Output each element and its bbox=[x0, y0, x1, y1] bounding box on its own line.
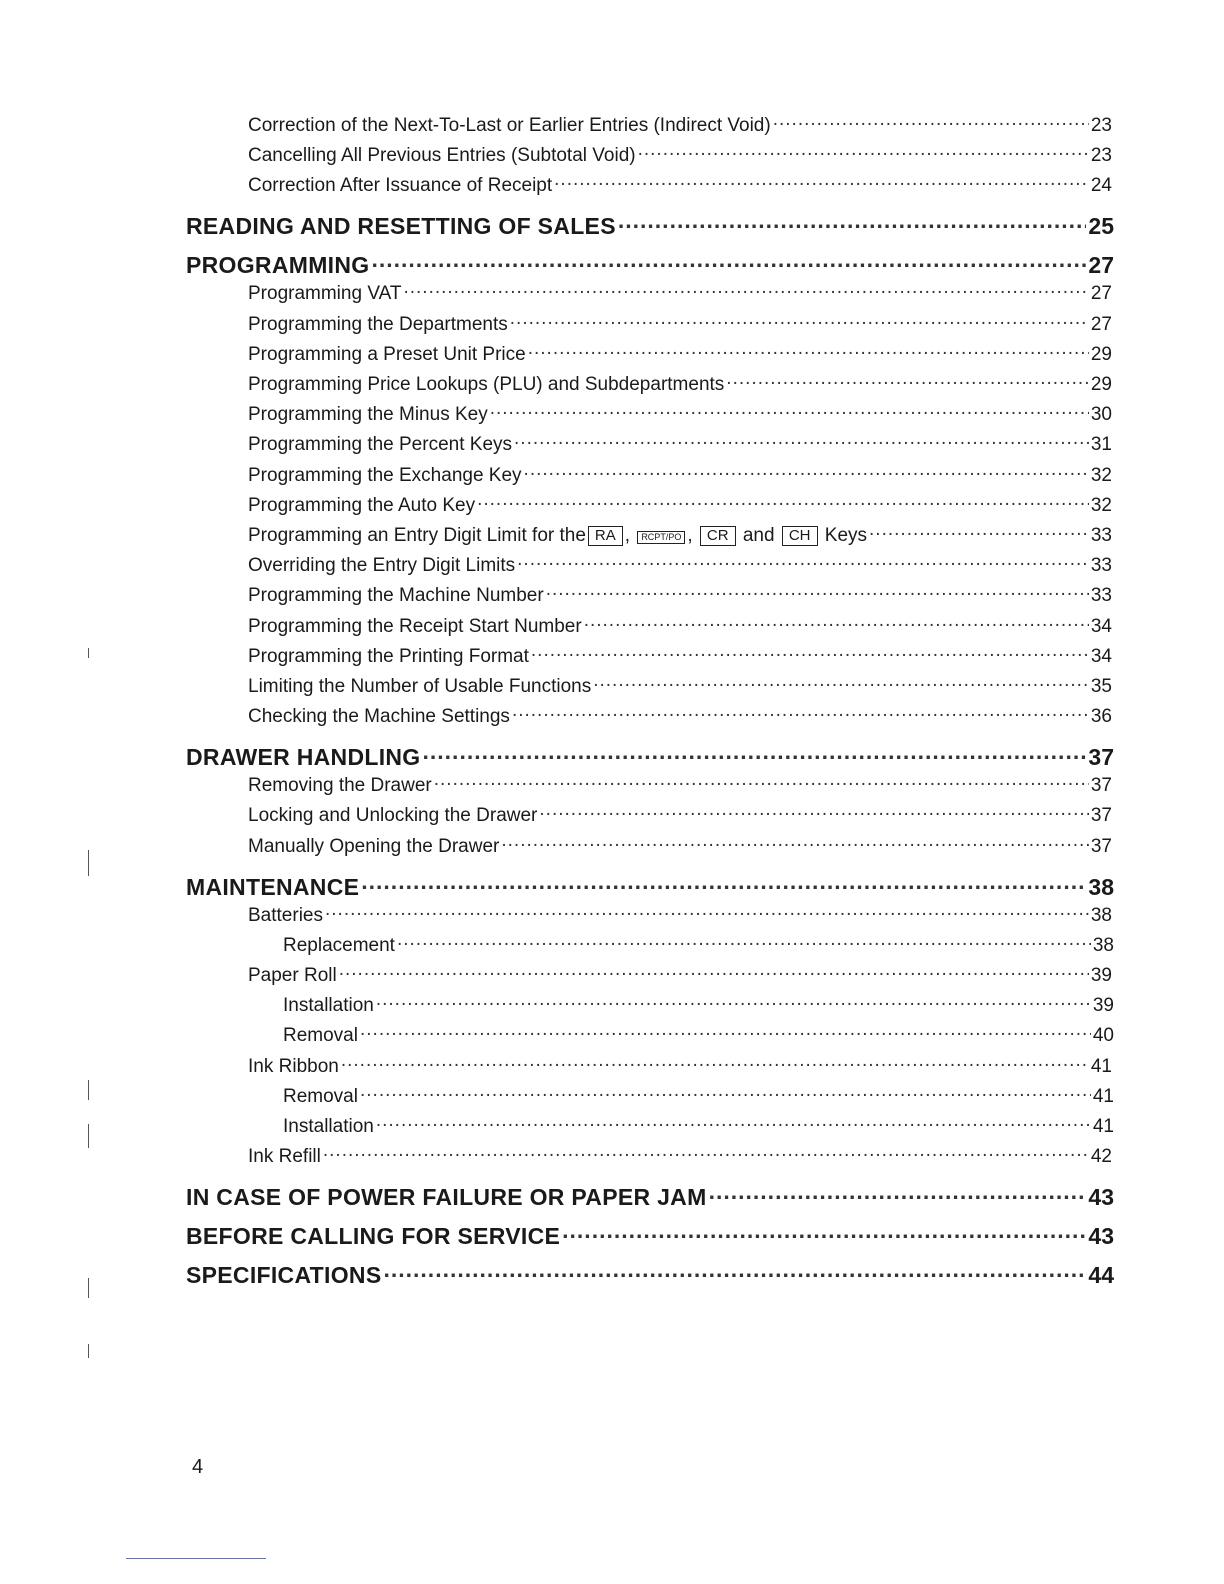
toc-entry-title: Ink Refill bbox=[248, 1146, 321, 1168]
toc-entry-title: Programming the Departments bbox=[248, 313, 508, 335]
dot-leader bbox=[726, 371, 1089, 390]
toc-entry bbox=[248, 902, 1112, 927]
dot-leader bbox=[360, 1022, 1091, 1041]
dot-leader bbox=[546, 582, 1089, 601]
toc-entry-title: READING AND RESETTING OF SALES bbox=[186, 213, 616, 240]
toc-entry bbox=[283, 1113, 1114, 1138]
toc-entry-title: Removing the Drawer bbox=[248, 775, 432, 797]
toc-entry-page: 39 bbox=[1090, 965, 1112, 986]
dot-leader bbox=[618, 211, 1087, 234]
toc-entry-page: 41 bbox=[1092, 1085, 1114, 1107]
toc-entry-title: Programming VAT bbox=[248, 283, 402, 305]
toc-entry bbox=[283, 932, 1114, 957]
toc-entry bbox=[248, 112, 1112, 137]
toc-entry-title: Manually Opening the Drawer bbox=[248, 835, 500, 857]
key-separator: , bbox=[687, 525, 693, 546]
toc-entry bbox=[248, 802, 1112, 827]
toc-entry-title: Overriding the Entry Digit Limits bbox=[248, 555, 516, 577]
toc-entry bbox=[186, 1182, 1114, 1211]
toc-entry-page: 29 bbox=[1090, 343, 1112, 365]
toc-entry-title: Checking the Machine Settings bbox=[248, 706, 510, 728]
toc-entry-title: Programming Price Lookups (PLU) and Subdepartments bbox=[248, 374, 725, 395]
toc-entry-page: 32 bbox=[1090, 494, 1112, 516]
scan-edge-mark bbox=[88, 1124, 89, 1148]
toc-entry-title: Cancelling All Previous Entries (Subtotal Void) bbox=[248, 145, 636, 167]
toc-entry-page: 29 bbox=[1090, 374, 1112, 395]
toc-entry-page: 43 bbox=[1088, 1184, 1114, 1211]
toc-entry-page: 33 bbox=[1090, 585, 1112, 607]
toc-entry bbox=[248, 962, 1112, 987]
dot-leader bbox=[434, 772, 1089, 791]
toc-entry bbox=[248, 522, 1112, 547]
toc-entry bbox=[248, 401, 1112, 426]
toc-entry-title-suffix: Keys bbox=[824, 525, 868, 546]
toc-entry-title: Ink Ribbon bbox=[248, 1055, 339, 1077]
scan-edge-mark bbox=[88, 1278, 89, 1298]
toc-entry-page: 38 bbox=[1092, 934, 1114, 956]
toc-entry-page: 27 bbox=[1090, 283, 1112, 305]
scan-edge-mark bbox=[88, 850, 89, 876]
toc-entry-page: 33 bbox=[1090, 525, 1112, 546]
toc-entry bbox=[186, 872, 1114, 901]
toc-entry-title: Programming the Machine Number bbox=[248, 585, 544, 607]
toc-entry-title: Batteries bbox=[248, 904, 323, 926]
toc-entry-page: 33 bbox=[1090, 555, 1112, 577]
toc-entry bbox=[248, 492, 1112, 517]
toc-entry-page: 27 bbox=[1088, 252, 1114, 279]
toc-entry-title: Programming the Auto Key bbox=[248, 494, 476, 516]
toc-entry-page: 32 bbox=[1090, 464, 1112, 486]
toc-entry bbox=[248, 462, 1112, 487]
toc-entry-title: MAINTENANCE bbox=[186, 873, 360, 900]
toc-entry-title: Programming the Receipt Start Number bbox=[248, 615, 582, 637]
dot-leader bbox=[524, 462, 1089, 481]
toc-entry-title: Programming the Percent Keys bbox=[248, 434, 513, 456]
key-ra-icon: RA bbox=[588, 526, 623, 546]
toc-entry bbox=[248, 280, 1112, 305]
toc-entry-page: 38 bbox=[1088, 873, 1114, 900]
scan-edge-mark bbox=[88, 1080, 89, 1100]
toc-entry-page: 41 bbox=[1092, 1116, 1114, 1137]
toc-entry-page: 37 bbox=[1088, 744, 1114, 771]
toc-entry bbox=[248, 1053, 1112, 1078]
toc-entry bbox=[186, 742, 1114, 771]
toc-entry-title: SPECIFICATIONS bbox=[186, 1262, 382, 1289]
toc-entry bbox=[186, 1221, 1114, 1250]
toc-entry bbox=[248, 341, 1112, 366]
key-list bbox=[586, 525, 867, 547]
dot-leader bbox=[869, 522, 1089, 541]
toc-entry-title: IN CASE OF POWER FAILURE OR PAPER JAM bbox=[186, 1184, 707, 1211]
key-cr-icon: CR bbox=[700, 526, 736, 546]
toc-entry-title: PROGRAMMING bbox=[186, 252, 370, 279]
scan-edge-mark bbox=[88, 648, 89, 658]
dot-leader bbox=[539, 802, 1088, 821]
toc-entry-page: 23 bbox=[1090, 115, 1112, 136]
toc-entry-page: 31 bbox=[1090, 434, 1112, 456]
toc-entry bbox=[248, 643, 1112, 668]
toc-entry-title: DRAWER HANDLING bbox=[186, 744, 421, 771]
dot-leader bbox=[512, 703, 1089, 722]
toc-entry-title: Programming the Minus Key bbox=[248, 404, 488, 426]
toc-entry-page: 44 bbox=[1088, 1262, 1114, 1289]
toc-entry bbox=[248, 142, 1112, 167]
toc-entry-page: 23 bbox=[1090, 145, 1112, 167]
toc-entry-page: 42 bbox=[1090, 1146, 1112, 1168]
toc-entry bbox=[248, 613, 1112, 638]
toc-entry-page: 24 bbox=[1090, 175, 1112, 197]
toc-entry-title: Programming a Preset Unit Price bbox=[248, 343, 526, 365]
key-ch-icon: CH bbox=[782, 526, 818, 546]
toc-entry-title: Limiting the Number of Usable Functions bbox=[248, 676, 592, 697]
toc-entry-page: 30 bbox=[1090, 404, 1112, 426]
dot-leader bbox=[773, 112, 1089, 131]
toc-entry bbox=[186, 250, 1114, 279]
footer-rule bbox=[126, 1558, 266, 1559]
dot-leader bbox=[323, 1143, 1089, 1162]
dot-leader bbox=[638, 142, 1089, 161]
dot-leader bbox=[584, 613, 1089, 632]
toc-entry-title: Installation bbox=[283, 995, 374, 1017]
dot-leader bbox=[397, 932, 1091, 951]
dot-leader bbox=[376, 992, 1091, 1011]
dot-leader bbox=[341, 1053, 1089, 1072]
key-rcptpo-icon: RCPT/PO bbox=[637, 531, 685, 544]
toc-entry bbox=[283, 992, 1114, 1017]
toc-entry bbox=[248, 772, 1112, 797]
toc-entry-title: Installation bbox=[283, 1116, 374, 1137]
dot-leader bbox=[325, 902, 1089, 921]
toc-entry-title: Programming the Printing Format bbox=[248, 645, 529, 667]
dot-leader bbox=[423, 742, 1087, 765]
page-number: 4 bbox=[192, 1456, 204, 1478]
toc-entry-title: Locking and Unlocking the Drawer bbox=[248, 805, 538, 827]
dot-leader bbox=[554, 172, 1089, 191]
toc-entry-page: 38 bbox=[1090, 904, 1112, 926]
toc-entry-page: 27 bbox=[1090, 313, 1112, 335]
dot-leader bbox=[517, 552, 1089, 571]
dot-leader bbox=[403, 280, 1088, 299]
toc-entry-page: 34 bbox=[1090, 615, 1112, 637]
dot-leader bbox=[361, 872, 1086, 895]
toc-entry-page: 34 bbox=[1090, 645, 1112, 667]
toc-entry-title: BEFORE CALLING FOR SERVICE bbox=[186, 1223, 561, 1250]
dot-leader bbox=[383, 1260, 1086, 1283]
toc-entry bbox=[248, 673, 1112, 698]
toc-entry-page: 39 bbox=[1092, 995, 1114, 1017]
dot-leader bbox=[514, 431, 1089, 450]
toc-entry-title: Programming the Exchange Key bbox=[248, 464, 522, 486]
toc-entry-title: Removal bbox=[283, 1025, 358, 1047]
toc-entry bbox=[248, 1143, 1112, 1168]
toc-entry bbox=[248, 431, 1112, 456]
key-separator: , bbox=[624, 525, 631, 546]
dot-leader bbox=[531, 643, 1089, 662]
toc-entry-page: 25 bbox=[1088, 213, 1114, 240]
dot-leader bbox=[593, 673, 1089, 692]
toc-entry-page: 37 bbox=[1090, 775, 1112, 797]
toc-entry-page: 37 bbox=[1090, 835, 1112, 857]
dot-leader bbox=[376, 1113, 1091, 1132]
dot-leader bbox=[501, 833, 1089, 852]
toc-entry-page: 37 bbox=[1090, 805, 1112, 827]
dot-leader bbox=[709, 1182, 1087, 1205]
toc-entry bbox=[186, 211, 1114, 240]
toc-entry bbox=[248, 582, 1112, 607]
toc-entry bbox=[248, 172, 1112, 197]
toc-entry bbox=[248, 552, 1112, 577]
toc-entry bbox=[248, 703, 1112, 728]
toc-entry-page: 40 bbox=[1092, 1025, 1114, 1047]
dot-leader bbox=[360, 1083, 1091, 1102]
toc-entry bbox=[248, 833, 1112, 858]
toc-entry-title: Paper Roll bbox=[248, 965, 337, 986]
toc-entry-title: Removal bbox=[283, 1085, 358, 1107]
toc-entry-title: Programming an Entry Digit Limit for the bbox=[248, 525, 586, 546]
toc-entry-title: Correction of the Next-To-Last or Earlier Entries (Indirect Void) bbox=[248, 115, 771, 136]
dot-leader bbox=[562, 1221, 1086, 1244]
toc-entry bbox=[283, 1022, 1114, 1047]
toc-entry-page: 41 bbox=[1090, 1055, 1112, 1077]
toc-entry-page: 43 bbox=[1088, 1223, 1114, 1250]
dot-leader bbox=[477, 492, 1089, 511]
dot-leader bbox=[339, 962, 1089, 981]
dot-leader bbox=[371, 250, 1086, 273]
dot-leader bbox=[528, 341, 1089, 360]
toc-entry bbox=[248, 311, 1112, 336]
toc-entry-title: Correction After Issuance of Receipt bbox=[248, 175, 553, 197]
toc-entry bbox=[283, 1083, 1114, 1108]
key-and: and bbox=[742, 525, 775, 546]
toc-entry-page: 36 bbox=[1090, 706, 1112, 728]
toc-entry bbox=[186, 1260, 1114, 1289]
dot-leader bbox=[490, 401, 1089, 420]
dot-leader bbox=[510, 311, 1089, 330]
toc-entry-title: Replacement bbox=[283, 934, 395, 956]
toc-entry-page: 35 bbox=[1090, 676, 1112, 697]
toc-entry bbox=[248, 371, 1112, 396]
scan-edge-mark bbox=[88, 1344, 89, 1358]
